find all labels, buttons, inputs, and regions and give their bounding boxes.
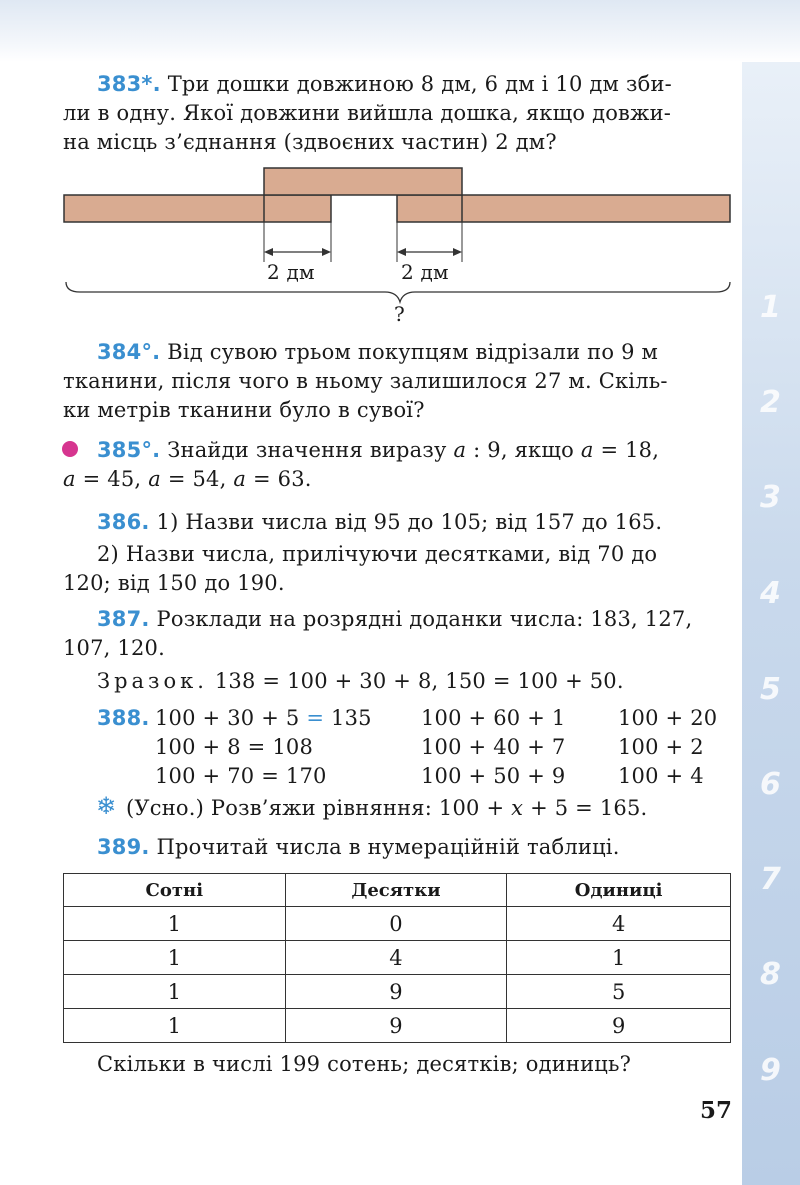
expr-row2-col1: 100 + 8 = 108	[155, 735, 314, 759]
problem-text: Три дошки довжиною 8 дм, 6 дм і 10 дм зби-	[167, 72, 672, 96]
tab-number: 3	[760, 480, 781, 515]
expr-row2-col2: 100 + 40 + 7	[421, 735, 566, 759]
table-row	[64, 941, 731, 975]
problem-number: 389.	[97, 835, 150, 859]
sample-text: 138 = 100 + 30 + 8, 150 = 100 + 50.	[214, 669, 624, 693]
cell-tens: 9	[285, 975, 507, 1009]
problem-number: 388.	[97, 706, 150, 730]
tab-number: 5	[760, 672, 781, 707]
cell-hundreds: 1	[64, 1009, 286, 1043]
problem-385-line2	[63, 465, 312, 494]
expr-row1-col3: 100 + 20	[618, 706, 718, 730]
tab-number: 6	[760, 767, 781, 802]
problem-385-line1	[97, 436, 659, 465]
table-header-row	[64, 874, 731, 907]
cell-tens: 0	[285, 907, 507, 941]
expr-row3-col1: 100 + 70 = 170	[155, 764, 327, 788]
problem-386-line1	[97, 508, 662, 537]
expr-row3-col2: 100 + 50 + 9	[421, 764, 566, 788]
expr-row3-col3: 100 + 4	[618, 764, 704, 788]
expr-row2-col3: 100 + 2	[618, 735, 704, 759]
variable: x	[511, 796, 524, 820]
table-row	[64, 1009, 731, 1043]
header-tens: Десятки	[285, 874, 507, 907]
tab-number: 4	[760, 576, 781, 611]
problem-386-line2: 2) Назви числа, прилічуючи десятками, від 70 до	[97, 542, 658, 566]
total-brace	[66, 282, 730, 302]
expression: 100 + 30 + 5	[155, 706, 300, 730]
problem-384-line3: ки метрів тканини було в сувої?	[63, 398, 425, 422]
problem-389-line1	[97, 833, 620, 862]
problem-text: Від сувою трьом покупцям відрізали по 9 м	[167, 340, 659, 364]
problem-384-line1	[97, 338, 658, 367]
cell-tens: 4	[285, 941, 507, 975]
total-question: ?	[394, 302, 405, 326]
page-number: 57	[700, 1097, 733, 1124]
equals-sign: =	[306, 706, 325, 730]
variable: a	[453, 438, 467, 462]
difficulty-mark: °.	[141, 340, 161, 364]
sample-label: Зразок.	[97, 669, 208, 693]
numeration-table	[63, 873, 731, 1043]
overlap-right-label: 2 дм	[401, 260, 449, 284]
oral-text: (Усно.) Розв’яжи рівняння: 100 +	[126, 796, 505, 820]
variable: a	[233, 467, 247, 491]
table-row	[64, 975, 731, 1009]
problem-388-row1	[97, 704, 150, 733]
variable: a	[148, 467, 161, 491]
board-right	[397, 195, 730, 222]
tab-number: 8	[760, 957, 781, 992]
cell-hundreds: 1	[64, 907, 286, 941]
problem-text: Прочитай числа в нумераційній таблиці.	[156, 835, 620, 859]
problem-number: 386.	[97, 510, 150, 534]
expr-row1-col2: 100 + 60 + 1	[421, 706, 566, 730]
cell-hundreds: 1	[64, 941, 286, 975]
boards-diagram	[0, 0, 800, 340]
snowflake-icon: ❄	[96, 792, 117, 820]
problem-number: 387.	[97, 607, 150, 631]
oral-task	[126, 794, 647, 823]
cell-units: 5	[507, 975, 731, 1009]
expression-result: 135	[331, 706, 372, 730]
tab-number: 9	[760, 1053, 781, 1088]
oral-text: + 5 = 165.	[530, 796, 648, 820]
cell-hundreds: 1	[64, 975, 286, 1009]
problem-387-sample	[97, 667, 624, 696]
problem-387-line1	[97, 605, 692, 634]
header-hundreds: Сотні	[64, 874, 286, 907]
problem-text: Розклади на розрядні доданки числа: 183, 127,	[156, 607, 693, 631]
cell-units: 9	[507, 1009, 731, 1043]
variable: a	[63, 467, 76, 491]
header-units: Одиниці	[507, 874, 731, 907]
tab-number: 7	[760, 862, 781, 897]
problem-text: = 18,	[600, 438, 660, 462]
cell-units: 1	[507, 941, 731, 975]
problem-number: 384	[97, 340, 142, 364]
problem-387-line2: 107, 120.	[63, 636, 165, 660]
problem-383-line2: ли в одну. Якої довжини вийшла дошка, якщо довжи-	[63, 101, 672, 125]
problem-389-question: Скільки в числі 199 сотень; десятків; одиниць?	[97, 1052, 632, 1076]
board-middle	[264, 168, 462, 195]
task-marker-dot	[62, 441, 78, 457]
problem-text: 1) Назви числа від 95 до 105; від 157 до 165.	[156, 510, 663, 534]
problem-text: = 63.	[253, 467, 312, 491]
problem-386-line3: 120; від 150 до 190.	[63, 571, 285, 595]
difficulty-mark: °.	[141, 438, 161, 462]
problem-text: = 45,	[82, 467, 142, 491]
problem-text: = 54,	[167, 467, 227, 491]
problem-384-line2: тканини, після чого в ньому залишилося 27 м. Скіль-	[63, 369, 668, 393]
cell-units: 4	[507, 907, 731, 941]
tab-number: 2	[760, 385, 781, 420]
overlap-left-label: 2 дм	[267, 260, 315, 284]
problem-text: : 9, якщо	[473, 438, 574, 462]
variable: a	[580, 438, 594, 462]
problem-number: 385	[97, 438, 142, 462]
tab-number: 1	[760, 290, 781, 325]
problem-text: Знайди значення виразу	[167, 438, 447, 462]
board-left	[64, 195, 331, 222]
table-row	[64, 907, 731, 941]
cell-tens: 9	[285, 1009, 507, 1043]
problem-383-line3: на місць з’єднання (здвоєних частин) 2 дм?	[63, 130, 557, 154]
problem-number: 383*.	[97, 72, 161, 96]
expr-row1-col1	[155, 704, 372, 733]
